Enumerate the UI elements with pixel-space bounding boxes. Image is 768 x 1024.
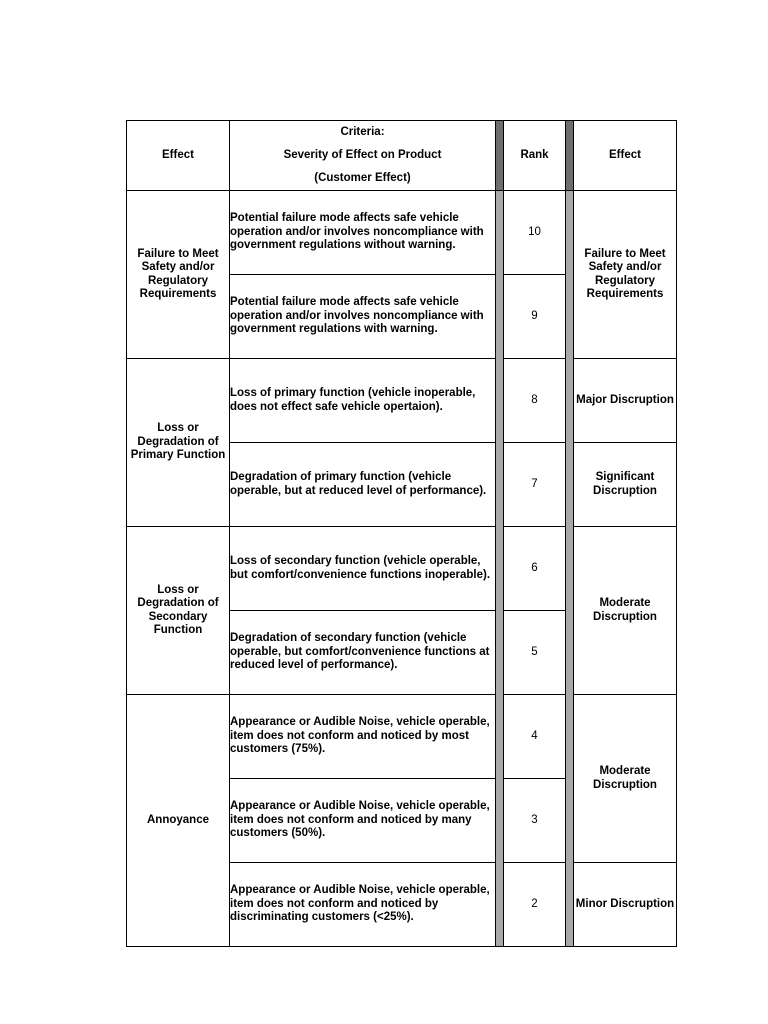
effect-group-cell: Annoyance <box>127 695 230 947</box>
right-effect-cell: Significant Discruption <box>574 443 677 527</box>
criteria-cell: Appearance or Audible Noise, vehicle operable, item does not conform and noticed by discriminating customers (<25%). <box>230 863 496 947</box>
effect-group-cell: Loss or Degradation of Secondary Function <box>127 527 230 695</box>
criteria-cell: Potential failure mode affects safe vehicle operation and/or involves noncompliance with government regulations with warning. <box>230 275 496 359</box>
header-effect-left: Effect <box>127 121 230 191</box>
rank-cell: 8 <box>504 359 566 443</box>
table-row <box>127 359 677 443</box>
severity-table <box>126 120 677 947</box>
rank-cell: 10 <box>504 191 566 275</box>
criteria-cell: Appearance or Audible Noise, vehicle operable, item does not conform and noticed by many customers (50%). <box>230 779 496 863</box>
right-effect-cell: Failure to Meet Safety and/or Regulatory Requirements <box>574 191 677 359</box>
column-separator <box>566 191 574 947</box>
column-separator <box>566 121 574 191</box>
criteria-cell: Loss of primary function (vehicle inoperable, does not effect safe vehicle opertaion). <box>230 359 496 443</box>
criteria-line-2: Severity of Effect on Product <box>283 149 442 161</box>
header-rank: Rank <box>504 121 566 191</box>
rank-cell: 4 <box>504 695 566 779</box>
criteria-cell: Degradation of primary function (vehicle operable, but at reduced level of performance). <box>230 443 496 527</box>
rank-cell: 2 <box>504 863 566 947</box>
column-separator <box>496 121 504 191</box>
header-criteria <box>230 121 496 191</box>
table-row <box>127 191 677 275</box>
effect-group-cell: Loss or Degradation of Primary Function <box>127 359 230 527</box>
rank-cell: 6 <box>504 527 566 611</box>
table-row <box>127 695 677 779</box>
right-effect-cell: Minor Discruption <box>574 863 677 947</box>
criteria-cell: Appearance or Audible Noise, vehicle operable, item does not conform and noticed by most customers (75%). <box>230 695 496 779</box>
header-row <box>127 121 677 191</box>
right-effect-cell: Moderate Discruption <box>574 695 677 863</box>
rank-cell: 9 <box>504 275 566 359</box>
effect-group-cell: Failure to Meet Safety and/or Regulatory Requirements <box>127 191 230 359</box>
rank-cell: 7 <box>504 443 566 527</box>
criteria-cell: Potential failure mode affects safe vehicle operation and/or involves noncompliance with government regulations without warning. <box>230 191 496 275</box>
rank-cell: 3 <box>504 779 566 863</box>
criteria-line-3: (Customer Effect) <box>314 172 411 184</box>
right-effect-cell: Moderate Discruption <box>574 527 677 695</box>
rank-cell: 5 <box>504 611 566 695</box>
header-effect-right: Effect <box>574 121 677 191</box>
criteria-cell: Loss of secondary function (vehicle operable, but comfort/convenience functions inoperable). <box>230 527 496 611</box>
criteria-line-1: Criteria: <box>340 126 385 138</box>
right-effect-cell: Major Discruption <box>574 359 677 443</box>
criteria-cell: Degradation of secondary function (vehicle operable, but comfort/convenience functions at reduced level of performance). <box>230 611 496 695</box>
column-separator <box>496 191 504 947</box>
table-row <box>127 527 677 611</box>
